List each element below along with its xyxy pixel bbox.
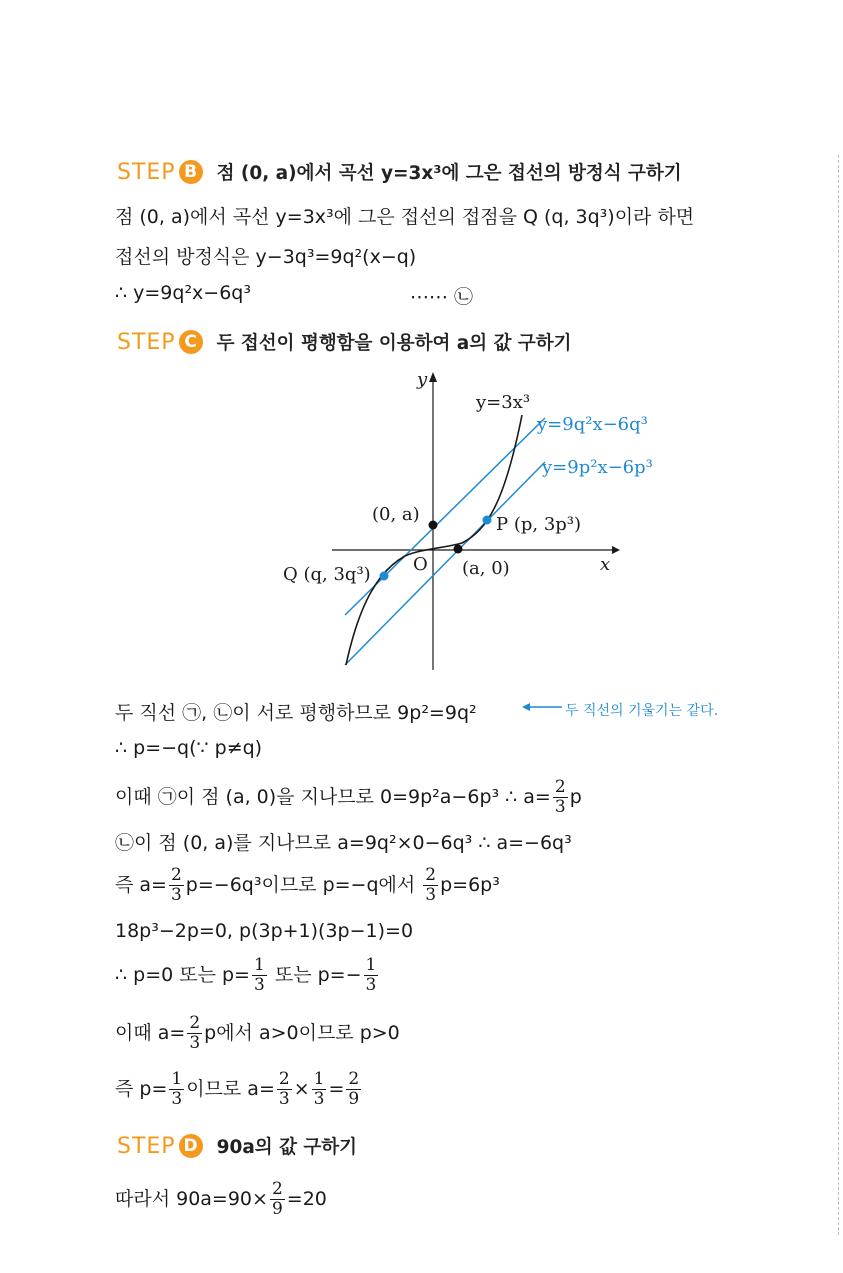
- solution-line-3-text: 이때 ㉠이 점 (a, 0)을 지나므로 0=9p²a−6p³ ∴ a=: [115, 786, 551, 808]
- fraction: [169, 866, 184, 905]
- step-d-title: 90a의 값 구하기: [216, 1137, 358, 1158]
- step-d-heading: [117, 1131, 357, 1161]
- step-c-heading: [117, 327, 572, 357]
- step-c-word: STEP: [117, 329, 176, 355]
- denominator: 3: [189, 1033, 201, 1053]
- solution-line-5-tail: p=6p³: [440, 874, 500, 896]
- point-0a-dot: [429, 521, 438, 530]
- step-b-line-1: 점 (0, a)에서 곡선 y=3x³에 그은 접선의 접점을 Q (q, 3q³)이라 하면: [115, 206, 695, 228]
- tangent-p-label: y=9p²x−6p³: [542, 457, 653, 478]
- final-line-result: =20: [286, 1188, 327, 1210]
- x-axis-arrow: [612, 546, 620, 554]
- point-a0-label: (a, 0): [462, 558, 510, 579]
- slope-note: 두 직선의 기울기는 같다.: [565, 703, 719, 719]
- final-line-text: 따라서 90a=90×: [115, 1188, 268, 1210]
- denominator: 9: [348, 1089, 360, 1109]
- numerator: 2: [348, 1069, 360, 1089]
- margin-dashed-line: [838, 155, 839, 1235]
- point-q-label: Q (q, 3q³): [283, 564, 371, 585]
- solution-line-3: [115, 778, 582, 817]
- solution-line-8-tail: p에서 a>0이므로 p>0: [204, 1022, 400, 1044]
- numerator: 2: [554, 777, 566, 797]
- final-line: [115, 1180, 327, 1219]
- solution-line-4: ㉡이 점 (0, a)를 지나므로 a=9q²×0−6q³ ∴ a=−6q³: [115, 832, 572, 854]
- point-0a-label: (0, a): [372, 504, 420, 525]
- numerator: 2: [425, 865, 437, 885]
- equals-sign: =: [328, 1078, 345, 1100]
- solution-line-1: 두 직선 ㉠, ㉡이 서로 평행하므로 9p²=9q²: [115, 702, 477, 724]
- solution-line-3-tail: p: [569, 786, 582, 808]
- solution-line-5-mid: p=−6q³이므로 p=−q에서: [185, 874, 416, 896]
- y-axis-label: y: [417, 369, 428, 390]
- step-b-heading: [117, 157, 682, 187]
- fraction: [312, 1070, 327, 1109]
- solution-line-7-text: ∴ p=0 또는 p=: [115, 964, 250, 986]
- solution-line-7-mid: 또는 p=−: [274, 964, 362, 986]
- times-sign: ×: [293, 1078, 310, 1100]
- numerator: 1: [313, 1069, 325, 1089]
- fraction: [169, 1070, 184, 1109]
- tangent-line-p: [345, 462, 545, 665]
- denominator: 3: [425, 885, 437, 905]
- tangent-q-label: y=9q²x−6q³: [537, 414, 648, 435]
- step-b-line-2: 접선의 방정식은 y−3q³=9q²(x−q): [115, 246, 417, 268]
- solution-line-5-text: 즉 a=: [115, 874, 167, 896]
- point-a0-dot: [454, 545, 463, 554]
- step-c-title: 두 접선이 평행함을 이용하여 a의 값 구하기: [216, 333, 572, 354]
- step-c-badge: C: [179, 330, 203, 354]
- origin-label: O: [413, 554, 428, 575]
- denominator: 3: [171, 1089, 183, 1109]
- point-p-label: P (p, 3p³): [496, 514, 582, 535]
- fraction: [364, 956, 379, 995]
- solution-line-5: [115, 866, 500, 905]
- numerator: 1: [253, 955, 265, 975]
- solution-line-2: ∴ p=−q(∵ p≠q): [115, 737, 263, 759]
- numerator: 2: [271, 1179, 283, 1199]
- step-b-word: STEP: [117, 159, 176, 185]
- denominator: 3: [554, 797, 566, 817]
- tangent-graph: [270, 365, 690, 675]
- step-d-badge: D: [179, 1134, 203, 1158]
- curve-label: y=3x³: [476, 392, 531, 413]
- solution-line-9-mid: 이므로 a=: [186, 1078, 275, 1100]
- step-b-badge: B: [179, 160, 203, 184]
- solution-line-7: [115, 956, 380, 995]
- denominator: 3: [253, 975, 265, 995]
- note-arrow-icon: [522, 701, 562, 713]
- denominator: 3: [278, 1089, 290, 1109]
- denominator: 3: [313, 1089, 325, 1109]
- solution-line-8: [115, 1014, 400, 1053]
- fraction: [277, 1070, 292, 1109]
- solution-line-9: [115, 1070, 363, 1109]
- numerator: 2: [278, 1069, 290, 1089]
- fraction: [423, 866, 438, 905]
- solution-line-9-text: 즉 p=: [115, 1078, 168, 1100]
- fraction: [270, 1180, 285, 1219]
- fraction: [553, 778, 568, 817]
- step-b-title: 점 (0, a)에서 곡선 y=3x³에 그은 접선의 방정식 구하기: [216, 163, 682, 184]
- numerator: 1: [171, 1069, 183, 1089]
- denominator: 3: [365, 975, 377, 995]
- point-q-dot: [380, 572, 389, 581]
- numerator: 1: [365, 955, 377, 975]
- solution-line-8-text: 이때 a=: [115, 1022, 186, 1044]
- y-axis-arrow: [429, 372, 437, 382]
- point-p-dot: [483, 516, 492, 525]
- cubic-curve: [346, 415, 522, 665]
- fraction: [346, 1070, 361, 1109]
- step-b-line-3: ∴ y=9q²x−6q³: [115, 282, 251, 304]
- solution-line-6: 18p³−2p=0, p(3p+1)(3p−1)=0: [115, 920, 414, 942]
- numerator: 2: [189, 1013, 201, 1033]
- equation-marker-2: ⋯⋯ ㉡: [410, 286, 474, 308]
- numerator: 2: [170, 865, 182, 885]
- x-axis-label: x: [600, 554, 611, 575]
- denominator: 9: [271, 1199, 283, 1219]
- fraction: [252, 956, 267, 995]
- fraction: [187, 1014, 202, 1053]
- denominator: 3: [170, 885, 182, 905]
- step-d-word: STEP: [117, 1133, 176, 1159]
